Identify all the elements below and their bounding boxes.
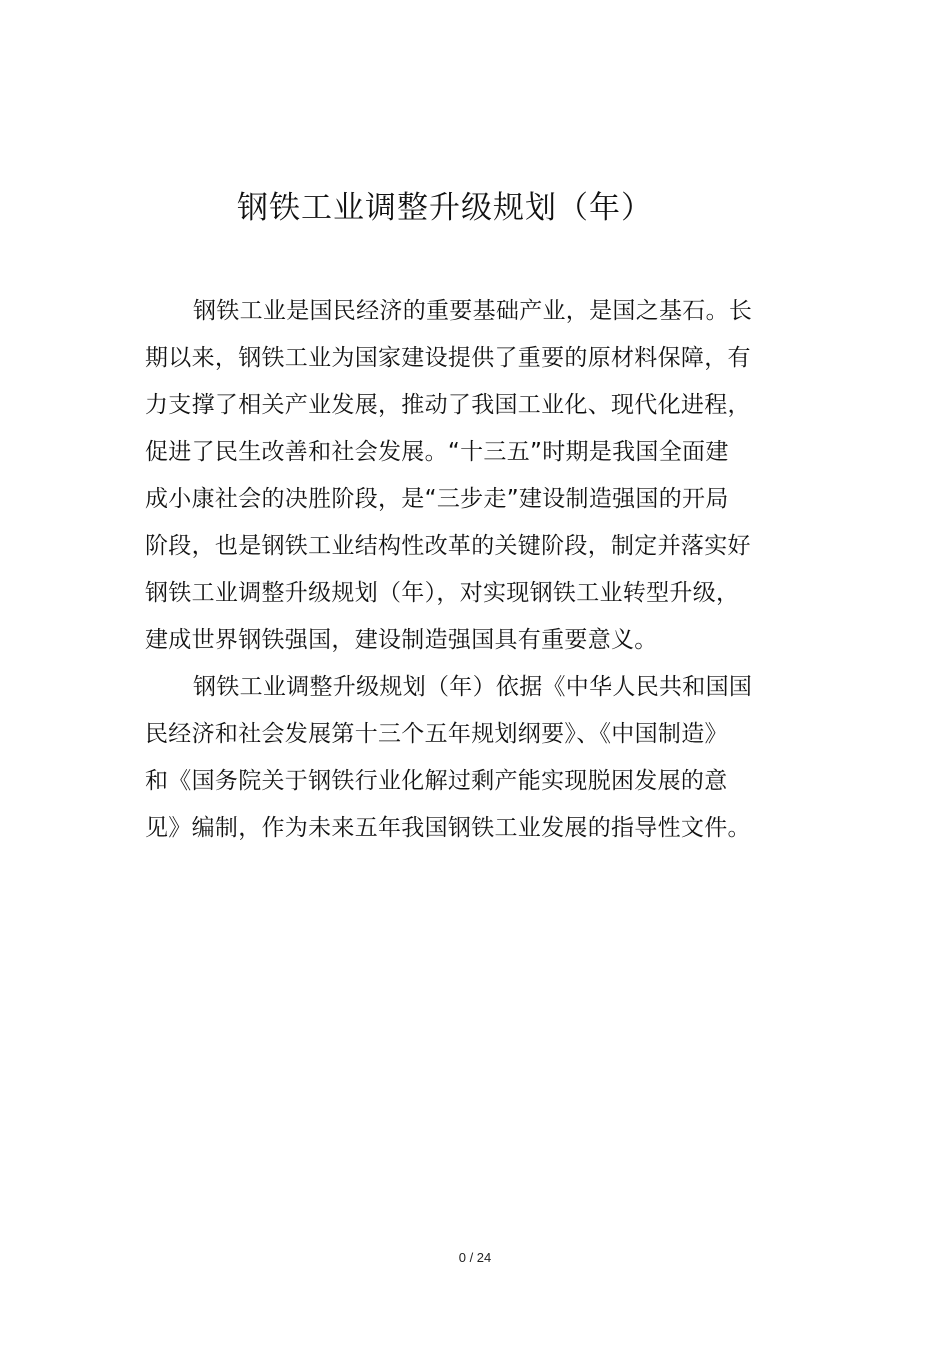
- paragraph-1-line: 期以来，钢铁工业为国家建设提供了重要的原材料保障，有: [145, 345, 751, 371]
- paragraph-1-line: 力支撑了相关产业发展，推动了我国工业化、现代化进程，: [145, 392, 751, 418]
- paragraph-1-line: 促进了民生改善和社会发展。“十三五”时期是我国全面建: [145, 439, 729, 465]
- paragraph-1-line: 阶段，也是钢铁工业结构性改革的关键阶段，制定并落实好: [145, 533, 751, 559]
- paragraph-2-line: 见》编制，作为未来五年我国钢铁工业发展的指导性文件。: [145, 815, 751, 841]
- page-indicator: 0 / 24: [458, 1250, 492, 1265]
- paragraph-2-line: 和《国务院关于钢铁行业化解过剩产能实现脱困发展的意: [145, 768, 728, 794]
- document-title: 钢铁工业调整升级规划（年）: [237, 190, 653, 226]
- paragraph-1-line: 钢铁工业是国民经济的重要基础产业，是国之基石。长: [193, 298, 753, 324]
- document-body: [145, 288, 753, 852]
- paragraph-2-line: 民经济和社会发展第十三个五年规划纲要》、《中国制造》: [145, 721, 728, 747]
- paragraph-1-line: 钢铁工业调整升级规划（年），对实现钢铁工业转型升级，: [145, 580, 740, 606]
- paragraph-1-line: 建成世界钢铁强国，建设制造强国具有重要意义。: [145, 627, 658, 653]
- paragraph-1-line: 成小康社会的决胜阶段，是“三步走”建设制造强国的开局: [145, 486, 729, 512]
- paragraph-2-line: 钢铁工业调整升级规划（年）依据《中华人民共和国国: [193, 674, 753, 700]
